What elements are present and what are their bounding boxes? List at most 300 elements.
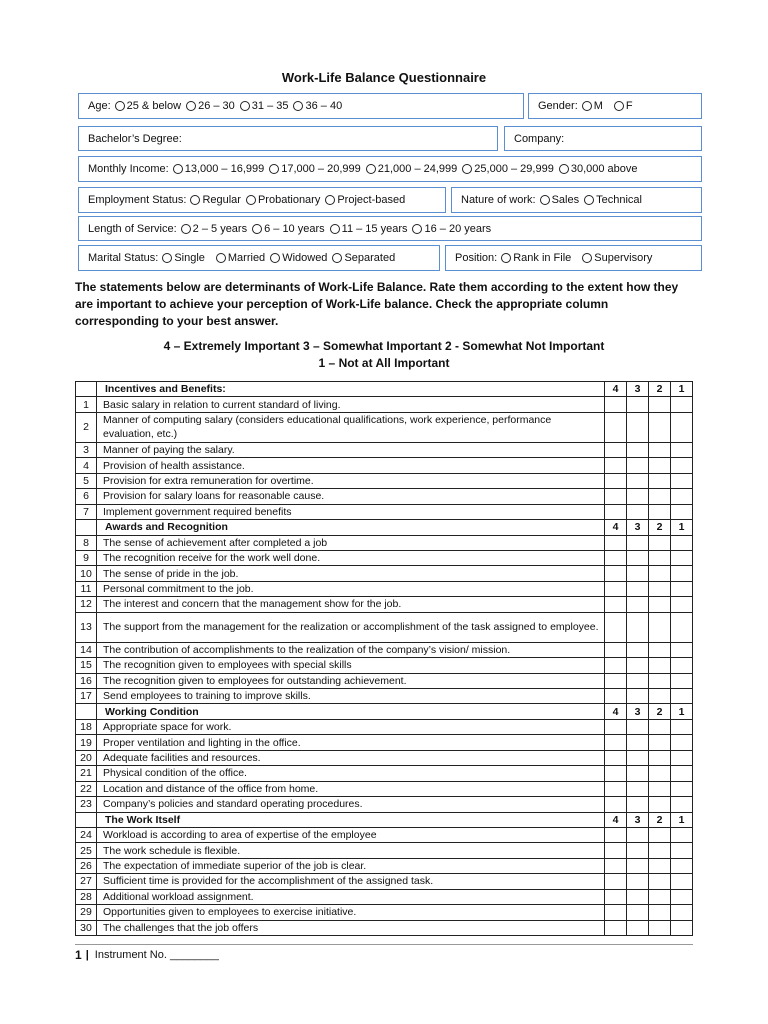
radio-circle-icon[interactable] [582, 253, 592, 263]
section-heading: Working Condition [97, 704, 605, 719]
question-row [76, 412, 693, 442]
rating-checkbox-cell[interactable] [605, 642, 627, 657]
rating-checkbox-cell[interactable] [649, 719, 671, 734]
section-number-cell [76, 704, 97, 719]
service-label: Length of Service: [88, 222, 177, 235]
income-option[interactable]: 30,000 above [556, 163, 638, 175]
age-option[interactable]: 26 – 30 [183, 100, 235, 112]
company-label: Company: [514, 132, 565, 145]
radio-circle-icon[interactable] [366, 164, 376, 174]
rating-checkbox-cell[interactable] [627, 673, 649, 688]
rating-checkbox-cell[interactable] [605, 442, 627, 457]
question-text: Adequate facilities and resources. [97, 750, 605, 765]
question-number: 26 [76, 858, 97, 873]
degree-field[interactable] [78, 126, 498, 151]
question-number: 11 [76, 581, 97, 596]
question-text: The sense of pride in the job. [97, 566, 605, 581]
question-text: The work schedule is flexible. [97, 843, 605, 858]
question-text: Provision for extra remuneration for overtime. [97, 473, 605, 488]
section-header-row [76, 382, 693, 397]
rating-column-header: 4 [605, 382, 627, 397]
rating-checkbox-cell[interactable] [649, 489, 671, 504]
rating-checkbox-cell[interactable] [649, 797, 671, 812]
section-number-cell [76, 812, 97, 827]
radio-circle-icon[interactable] [246, 195, 256, 205]
gender-field [528, 93, 702, 119]
question-text: The sense of achievement after completed a job [97, 535, 605, 550]
radio-circle-icon[interactable] [325, 195, 335, 205]
radio-circle-icon[interactable] [582, 101, 592, 111]
nature-label: Nature of work: [461, 194, 536, 206]
rating-column-header: 3 [627, 704, 649, 719]
position-field [445, 245, 702, 271]
rating-checkbox-cell[interactable] [605, 843, 627, 858]
age-option[interactable]: 36 – 40 [290, 100, 342, 112]
rating-checkbox-cell[interactable] [649, 889, 671, 904]
question-text: Opportunities given to employees to exercise initiative. [97, 905, 605, 920]
rating-checkbox-cell[interactable] [649, 766, 671, 781]
section-header-row [76, 812, 693, 827]
question-text: Manner of paying the salary. [97, 442, 605, 457]
rating-checkbox-cell[interactable] [627, 489, 649, 504]
question-row [76, 905, 693, 920]
rating-checkbox-cell[interactable] [671, 581, 693, 596]
rating-column-header: 1 [671, 382, 693, 397]
section-number-cell [76, 382, 97, 397]
income-option[interactable]: 13,000 – 16,999 [170, 163, 265, 175]
rating-checkbox-cell[interactable] [605, 612, 627, 642]
rating-checkbox-cell[interactable] [649, 473, 671, 488]
question-row [76, 581, 693, 596]
question-text: The recognition given to employees for outstanding achievement. [97, 673, 605, 688]
rating-checkbox-cell[interactable] [605, 689, 627, 704]
rating-column-header: 3 [627, 382, 649, 397]
rating-checkbox-cell[interactable] [627, 827, 649, 842]
rating-checkbox-cell[interactable] [649, 843, 671, 858]
question-text: Send employees to training to improve skills. [97, 689, 605, 704]
question-row [76, 442, 693, 457]
service-option[interactable]: 2 – 5 years [178, 223, 247, 235]
question-text: The expectation of immediate superior of the job is clear. [97, 858, 605, 873]
question-number: 23 [76, 797, 97, 812]
age-label: Age: [88, 100, 111, 112]
rating-checkbox-cell[interactable] [627, 458, 649, 473]
marital-option[interactable]: Widowed [267, 252, 327, 264]
question-text: Manner of computing salary (considers educational qualifications, work experience, performance evaluation, etc.) [97, 412, 605, 442]
question-row [76, 566, 693, 581]
rating-checkbox-cell[interactable] [627, 581, 649, 596]
question-text: The support from the management for the realization or accomplishment of the task assigned to employee. [97, 612, 605, 642]
question-row [76, 673, 693, 688]
question-number: 19 [76, 735, 97, 750]
rating-checkbox-cell[interactable] [649, 550, 671, 565]
question-number: 24 [76, 827, 97, 842]
rating-checkbox-cell[interactable] [649, 566, 671, 581]
rating-checkbox-cell[interactable] [605, 535, 627, 550]
rating-checkbox-cell[interactable] [671, 489, 693, 504]
radio-circle-icon[interactable] [584, 195, 594, 205]
question-number: 2 [76, 412, 97, 442]
radio-circle-icon[interactable] [269, 164, 279, 174]
rating-checkbox-cell[interactable] [605, 797, 627, 812]
question-number: 25 [76, 843, 97, 858]
rating-checkbox-cell[interactable] [605, 673, 627, 688]
rating-checkbox-cell[interactable] [671, 766, 693, 781]
question-text: The recognition given to employees with special skills [97, 658, 605, 673]
rating-checkbox-cell[interactable] [671, 689, 693, 704]
rating-checkbox-cell[interactable] [605, 781, 627, 796]
rating-checkbox-cell[interactable] [605, 397, 627, 412]
age-option[interactable]: 31 – 35 [237, 100, 289, 112]
rating-checkbox-cell[interactable] [671, 858, 693, 873]
rating-checkbox-cell[interactable] [605, 750, 627, 765]
rating-checkbox-cell[interactable] [671, 735, 693, 750]
question-text: Provision for salary loans for reasonable cause. [97, 489, 605, 504]
rating-column-header: 4 [605, 812, 627, 827]
rating-checkbox-cell[interactable] [649, 858, 671, 873]
radio-circle-icon[interactable] [252, 224, 262, 234]
question-text: Additional workload assignment. [97, 889, 605, 904]
rating-column-header: 2 [649, 704, 671, 719]
position-option[interactable]: Supervisory [579, 252, 652, 264]
rating-checkbox-cell[interactable] [605, 858, 627, 873]
rating-checkbox-cell[interactable] [627, 566, 649, 581]
question-number: 21 [76, 766, 97, 781]
question-text: Implement government required benefits [97, 504, 605, 519]
rating-checkbox-cell[interactable] [649, 920, 671, 935]
question-row [76, 735, 693, 750]
rating-checkbox-cell[interactable] [627, 473, 649, 488]
rating-checkbox-cell[interactable] [605, 766, 627, 781]
radio-circle-icon[interactable] [559, 164, 569, 174]
question-number: 16 [76, 673, 97, 688]
section-header-row [76, 704, 693, 719]
question-row [76, 473, 693, 488]
employment-option[interactable]: Regular [187, 194, 241, 206]
rating-checkbox-cell[interactable] [671, 673, 693, 688]
footer-separator: | [85, 949, 89, 961]
question-row [76, 797, 693, 812]
radio-circle-icon[interactable] [181, 224, 191, 234]
section-heading: Incentives and Benefits: [97, 382, 605, 397]
rating-checkbox-cell[interactable] [605, 920, 627, 935]
rating-checkbox-cell[interactable] [627, 766, 649, 781]
income-option[interactable]: 17,000 – 20,999 [266, 163, 361, 175]
question-number: 29 [76, 905, 97, 920]
rating-checkbox-cell[interactable] [671, 473, 693, 488]
question-row [76, 920, 693, 935]
rating-checkbox-cell[interactable] [627, 920, 649, 935]
marital-label: Marital Status: [88, 252, 159, 264]
rating-checkbox-cell[interactable] [649, 397, 671, 412]
radio-circle-icon[interactable] [332, 253, 342, 263]
rating-checkbox-cell[interactable] [627, 781, 649, 796]
rating-checkbox-cell[interactable] [671, 442, 693, 457]
rating-checkbox-cell[interactable] [627, 858, 649, 873]
rating-checkbox-cell[interactable] [649, 458, 671, 473]
rating-checkbox-cell[interactable] [649, 597, 671, 612]
rating-checkbox-cell[interactable] [649, 673, 671, 688]
question-text: Workload is according to area of expertise of the employee [97, 827, 605, 842]
question-row [76, 827, 693, 842]
rating-checkbox-cell[interactable] [627, 658, 649, 673]
employment-label: Employment Status: [88, 194, 187, 206]
rating-scale-legend: 4 – Extremely Important 3 – Somewhat Important 2 - Somewhat Not Important [163, 339, 605, 353]
rating-checkbox-cell[interactable] [627, 889, 649, 904]
question-text: Personal commitment to the job. [97, 581, 605, 596]
rating-checkbox-cell[interactable] [671, 458, 693, 473]
rating-scale-legend-continued: 1 – Not at All Important [318, 356, 450, 370]
question-number: 14 [76, 642, 97, 657]
rating-checkbox-cell[interactable] [649, 642, 671, 657]
age-field [78, 93, 524, 119]
question-number: 30 [76, 920, 97, 935]
service-option[interactable]: 11 – 15 years [327, 223, 408, 235]
rating-checkbox-cell[interactable] [671, 397, 693, 412]
question-number: 5 [76, 473, 97, 488]
employment-option[interactable]: Project-based [322, 194, 405, 206]
question-text: Sufficient time is provided for the accomplishment of the assigned task. [97, 874, 605, 889]
rating-checkbox-cell[interactable] [627, 689, 649, 704]
rating-checkbox-cell[interactable] [671, 843, 693, 858]
question-number: 4 [76, 458, 97, 473]
rating-checkbox-cell[interactable] [605, 566, 627, 581]
gender-option[interactable]: F [611, 100, 633, 112]
radio-circle-icon[interactable] [186, 101, 196, 111]
rating-checkbox-cell[interactable] [605, 905, 627, 920]
rating-checkbox-cell[interactable] [649, 689, 671, 704]
rating-checkbox-cell[interactable] [649, 412, 671, 442]
rating-column-header: 2 [649, 382, 671, 397]
rating-checkbox-cell[interactable] [605, 489, 627, 504]
rating-checkbox-cell[interactable] [671, 781, 693, 796]
rating-checkbox-cell[interactable] [649, 442, 671, 457]
rating-checkbox-cell[interactable] [671, 719, 693, 734]
radio-circle-icon[interactable] [115, 101, 125, 111]
question-number: 7 [76, 504, 97, 519]
rating-checkbox-cell[interactable] [649, 658, 671, 673]
question-text: The recognition receive for the work well done. [97, 550, 605, 565]
question-row [76, 612, 693, 642]
rating-checkbox-cell[interactable] [627, 597, 649, 612]
rating-checkbox-cell[interactable] [605, 458, 627, 473]
rating-checkbox-cell[interactable] [671, 642, 693, 657]
section-header-row [76, 520, 693, 535]
rating-checkbox-cell[interactable] [605, 874, 627, 889]
age-option[interactable]: 25 & below [112, 100, 181, 112]
rating-column-header: 2 [649, 812, 671, 827]
rating-checkbox-cell[interactable] [627, 750, 649, 765]
rating-checkbox-cell[interactable] [627, 397, 649, 412]
question-row [76, 843, 693, 858]
position-option[interactable]: Rank in File [498, 252, 571, 264]
gender-label: Gender: [538, 100, 578, 112]
question-row [76, 504, 693, 519]
radio-circle-icon[interactable] [293, 101, 303, 111]
rating-checkbox-cell[interactable] [627, 874, 649, 889]
radio-circle-icon[interactable] [330, 224, 340, 234]
rating-checkbox-cell[interactable] [605, 597, 627, 612]
rating-checkbox-cell[interactable] [627, 504, 649, 519]
radio-circle-icon[interactable] [216, 253, 226, 263]
service-option[interactable]: 6 – 10 years [249, 223, 325, 235]
rating-checkbox-cell[interactable] [671, 566, 693, 581]
section-number-cell [76, 520, 97, 535]
question-row [76, 550, 693, 565]
question-text: Proper ventilation and lighting in the office. [97, 735, 605, 750]
rating-checkbox-cell[interactable] [605, 412, 627, 442]
rating-checkbox-cell[interactable] [627, 797, 649, 812]
radio-circle-icon[interactable] [614, 101, 624, 111]
question-number: 20 [76, 750, 97, 765]
length-of-service-field [78, 216, 702, 241]
question-number: 15 [76, 658, 97, 673]
marital-option[interactable]: Single [159, 252, 205, 264]
page-footer [75, 948, 219, 962]
rating-checkbox-cell[interactable] [627, 550, 649, 565]
rating-column-header: 4 [605, 520, 627, 535]
question-row [76, 458, 693, 473]
rating-column-header: 1 [671, 520, 693, 535]
rating-checkbox-cell[interactable] [671, 412, 693, 442]
rating-checkbox-cell[interactable] [605, 550, 627, 565]
company-field[interactable] [504, 126, 702, 151]
rating-checkbox-cell[interactable] [605, 504, 627, 519]
rating-checkbox-cell[interactable] [627, 442, 649, 457]
rating-checkbox-cell[interactable] [649, 905, 671, 920]
page-number: 1 [75, 948, 82, 962]
radio-circle-icon[interactable] [270, 253, 280, 263]
position-label: Position: [455, 252, 498, 264]
degree-label: Bachelor’s Degree: [88, 132, 182, 145]
rating-checkbox-cell[interactable] [627, 642, 649, 657]
question-row [76, 489, 693, 504]
rating-checkbox-cell[interactable] [649, 581, 671, 596]
rating-checkbox-cell[interactable] [671, 504, 693, 519]
rating-checkbox-cell[interactable] [605, 473, 627, 488]
rating-checkbox-cell[interactable] [671, 797, 693, 812]
radio-circle-icon[interactable] [162, 253, 172, 263]
rating-checkbox-cell[interactable] [627, 535, 649, 550]
rating-checkbox-cell[interactable] [605, 658, 627, 673]
section-heading: The Work Itself [97, 812, 605, 827]
page-title: Work-Life Balance Questionnaire [281, 70, 487, 85]
rating-checkbox-cell[interactable] [671, 750, 693, 765]
rating-checkbox-cell[interactable] [649, 504, 671, 519]
rating-checkbox-cell[interactable] [605, 719, 627, 734]
radio-circle-icon[interactable] [501, 253, 511, 263]
radio-circle-icon[interactable] [190, 195, 200, 205]
rating-checkbox-cell[interactable] [605, 735, 627, 750]
question-text: Appropriate space for work. [97, 719, 605, 734]
nature-of-work-field [451, 187, 702, 213]
radio-circle-icon[interactable] [462, 164, 472, 174]
rating-checkbox-cell[interactable] [649, 874, 671, 889]
rating-checkbox-cell[interactable] [627, 905, 649, 920]
question-row [76, 642, 693, 657]
rating-table [75, 381, 693, 936]
radio-circle-icon[interactable] [412, 224, 422, 234]
rating-checkbox-cell[interactable] [671, 535, 693, 550]
rating-checkbox-cell[interactable] [627, 612, 649, 642]
rating-checkbox-cell[interactable] [671, 550, 693, 565]
question-text: Physical condition of the office. [97, 766, 605, 781]
rating-column-header: 3 [627, 812, 649, 827]
income-field [78, 156, 702, 182]
radio-circle-icon[interactable] [240, 101, 250, 111]
rating-checkbox-cell[interactable] [671, 905, 693, 920]
question-row [76, 766, 693, 781]
rating-checkbox-cell[interactable] [627, 719, 649, 734]
employment-option[interactable]: Probationary [243, 194, 320, 206]
employment-status-field [78, 187, 446, 213]
question-row [76, 689, 693, 704]
question-row [76, 781, 693, 796]
nature-option[interactable]: Technical [581, 194, 642, 206]
marital-option[interactable]: Separated [329, 252, 395, 264]
rating-checkbox-cell[interactable] [671, 920, 693, 935]
rating-checkbox-cell[interactable] [649, 781, 671, 796]
income-option[interactable]: 25,000 – 29,999 [459, 163, 554, 175]
rating-checkbox-cell[interactable] [671, 658, 693, 673]
question-text: Location and distance of the office from home. [97, 781, 605, 796]
rating-checkbox-cell[interactable] [627, 412, 649, 442]
rating-checkbox-cell[interactable] [671, 889, 693, 904]
rating-column-header: 1 [671, 704, 693, 719]
rating-checkbox-cell[interactable] [649, 535, 671, 550]
rating-checkbox-cell[interactable] [605, 581, 627, 596]
question-row [76, 397, 693, 412]
rating-checkbox-cell[interactable] [649, 827, 671, 842]
question-text: Provision of health assistance. [97, 458, 605, 473]
rating-checkbox-cell[interactable] [649, 612, 671, 642]
radio-circle-icon[interactable] [173, 164, 183, 174]
question-number: 18 [76, 719, 97, 734]
rating-checkbox-cell[interactable] [627, 735, 649, 750]
service-option[interactable]: 16 – 20 years [409, 223, 491, 235]
question-row [76, 719, 693, 734]
rating-checkbox-cell[interactable] [671, 597, 693, 612]
rating-checkbox-cell[interactable] [605, 889, 627, 904]
question-number: 12 [76, 597, 97, 612]
gender-option[interactable]: M [579, 100, 603, 112]
rating-checkbox-cell[interactable] [649, 735, 671, 750]
question-number: 22 [76, 781, 97, 796]
question-number: 10 [76, 566, 97, 581]
question-row [76, 874, 693, 889]
rating-checkbox-cell[interactable] [649, 750, 671, 765]
question-row [76, 597, 693, 612]
nature-option[interactable]: Sales [537, 194, 580, 206]
question-number: 1 [76, 397, 97, 412]
question-row [76, 889, 693, 904]
question-text: Basic salary in relation to current standard of living. [97, 397, 605, 412]
rating-checkbox-cell[interactable] [627, 843, 649, 858]
question-row [76, 858, 693, 873]
question-number: 13 [76, 612, 97, 642]
question-number: 6 [76, 489, 97, 504]
radio-circle-icon[interactable] [540, 195, 550, 205]
question-number: 3 [76, 442, 97, 457]
question-text: The challenges that the job offers [97, 920, 605, 935]
question-text: The interest and concern that the management show for the job. [97, 597, 605, 612]
marital-option[interactable]: Married [213, 252, 265, 264]
income-option[interactable]: 21,000 – 24,999 [363, 163, 458, 175]
rating-checkbox-cell[interactable] [671, 874, 693, 889]
rating-checkbox-cell[interactable] [671, 827, 693, 842]
rating-checkbox-cell[interactable] [605, 827, 627, 842]
rating-checkbox-cell[interactable] [671, 612, 693, 642]
